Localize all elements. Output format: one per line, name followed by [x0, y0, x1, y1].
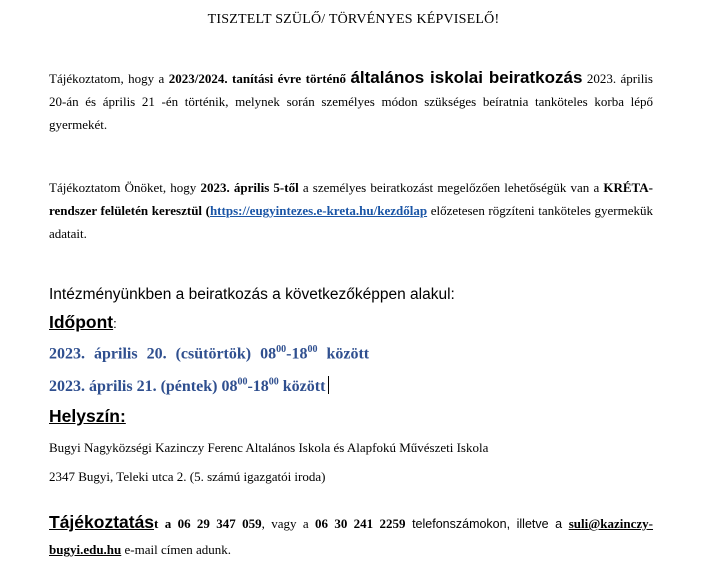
date-line-2	[49, 376, 329, 396]
contact-paragraph	[49, 510, 653, 562]
phone-1: 06 29 347 059	[177, 516, 262, 531]
time-heading-label: Időpont	[49, 312, 114, 332]
text-span: előzetesen rögzíteni tanköteles gyermekük adatait.	[49, 203, 653, 241]
time-heading-colon: :	[113, 316, 117, 331]
date-end: között	[317, 345, 370, 363]
location-address: 2347 Bugyi, Teleki utca 2. (5. számú igazgatói iroda)	[49, 469, 326, 484]
preregistration-date: 2023. április 5-től	[200, 180, 299, 195]
time-heading	[49, 312, 117, 333]
text-span: telefonszámokon, illetve a	[405, 517, 569, 531]
text-span: tanítási évre történő	[227, 71, 351, 86]
date-day: 2023. április 21. (péntek) 08	[49, 378, 238, 395]
text-cursor	[328, 376, 329, 394]
phone-2: 06 30 241 2259	[314, 516, 406, 531]
contact-lead: Tájékoztatás	[49, 512, 155, 532]
kreta-link[interactable]: https://eugyintezes.e-kreta.hu/kezdőlap	[209, 203, 428, 218]
paragraph-preregistration	[49, 176, 653, 245]
text-span: Tájékoztatom Önöket, hogy	[49, 180, 201, 195]
text-span: a személyes beiratkozást megelőzően lehetőségük van a	[298, 180, 604, 195]
email-link[interactable]: suli@kazinczy-bugyi.edu.hu	[49, 516, 654, 557]
date-sup: 00	[307, 344, 318, 355]
place-heading: Helyszín:	[49, 406, 126, 426]
text-span: Tájékoztatom, hogy a	[49, 71, 169, 86]
letter-title: TISZTELT SZÜLŐ/ TÖRVÉNYES KÉPVISELŐ!	[207, 12, 500, 27]
kreta-system: KRÉTA-rendszer felületén keresztül	[49, 180, 653, 218]
intro-line: Intézményünkben a beiratkozás a következőképpen alakul:	[49, 286, 455, 303]
text-span: t a	[154, 516, 178, 531]
school-year: 2023/2024.	[168, 71, 228, 86]
text-span: e-mail címen adunk.	[121, 542, 232, 557]
text-span: , vagy a	[261, 516, 315, 531]
date-mid: -18	[286, 345, 308, 363]
date-sup: 00	[237, 376, 248, 388]
date-sup: 00	[276, 344, 287, 355]
date-line-1	[49, 344, 369, 363]
paragraph-enrollment-info	[49, 66, 653, 136]
date-sup: 00	[268, 376, 279, 388]
enrollment-highlight: általános iskolai beiratkozás	[350, 68, 583, 87]
date-day: 2023. április 20. (csütörtök) 08	[49, 345, 277, 363]
text-span: (	[202, 203, 210, 218]
text-span: 2023. április 20-án és április 21 -én történik, melynek során személyes módon szükséges beíratnia tanköteles korba lépő gyermekét.	[49, 71, 653, 132]
date-mid: -18	[247, 378, 269, 395]
date-end: között	[278, 378, 326, 395]
location-school: Bugyi Nagyközségi Kazinczy Ferenc Altalános Iskola és Alapfokú Művészeti Iskola	[49, 440, 489, 455]
